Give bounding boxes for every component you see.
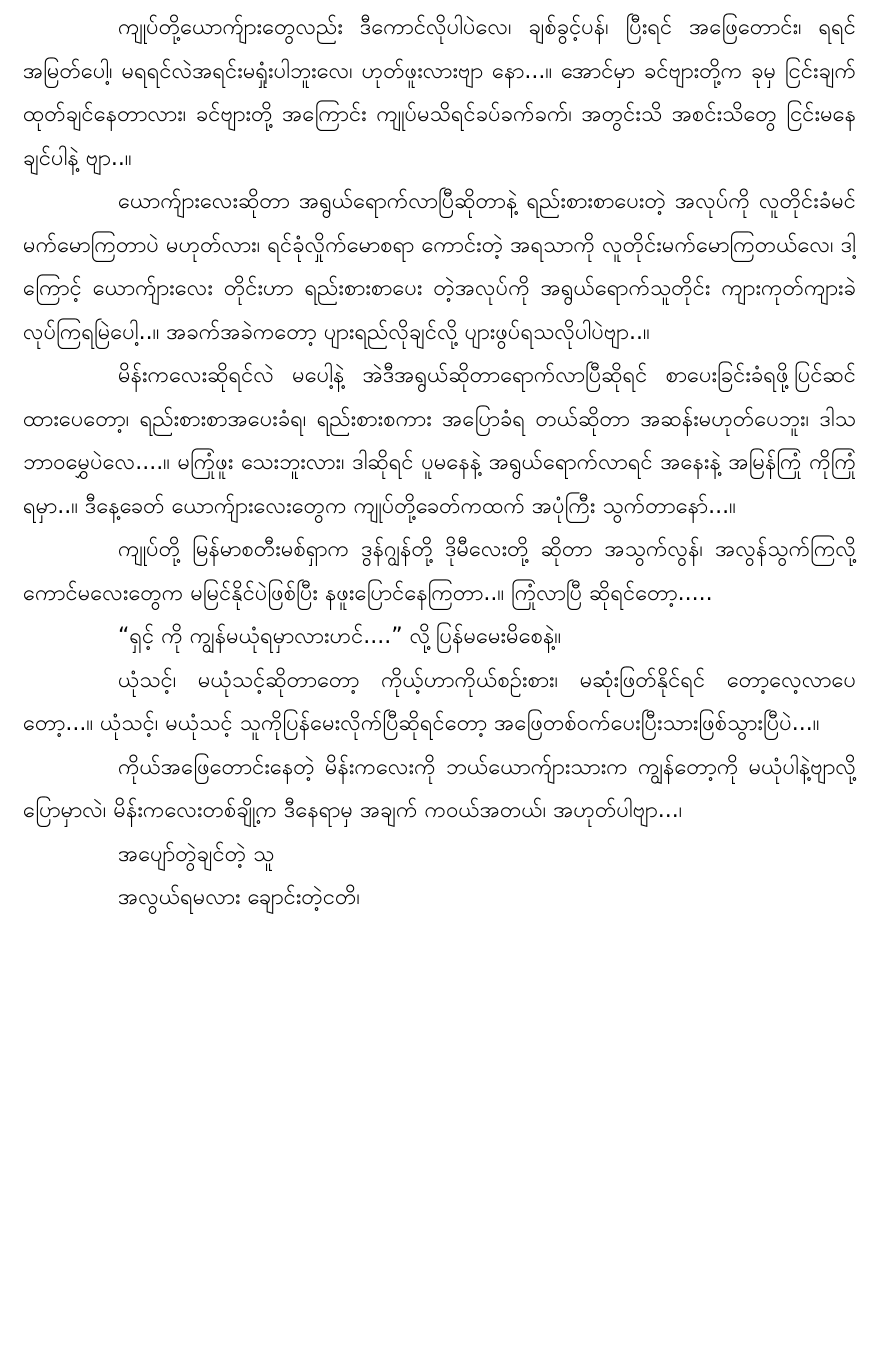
paragraph-5-quote: “ရှင့် ကို ကျွန်မယုံရမှာလားဟင်....” လို့ပြန်မမေးမိစေနဲ့။ <box>118 624 562 649</box>
paragraph-1: ကျုပ်တို့ယောက်ျားတွေလည်း ဒီကောင်လိုပါပဲလေ၊ ချစ်ခွင့်ပန်၊ ပြီးရင် အဖြေတောင်း၊ ရရင်အမြတ်ပေါ့၊ မရရင်လဲအရင်းမရှုံးပါဘူးလေ၊ ဟုတ်ဖူးလားဗျာ နော...။ အောင်မှာ ခင်ဗျားတို့က ခုမှ ငြင်းချက်ထုတ်ချင်နေတာလား၊ ခင်ဗျားတို့ အကြောင်း ကျုပ်မသိရင်ခပ်ခက်ခက်၊ အတွင်းသိ အစင်းသိတွေ ငြင်းမနေချင်ပါနဲ့ ဗျာ..။ <box>23 15 856 171</box>
paragraph-3: မိန်းကလေးဆိုရင်လဲ မပေါ့နဲ့ အဲဒီအရွယ်ဆိုတာရောက်လာပြီဆိုရင် စာပေးခြင်းခံရဖို့ပြင်ဆင်ထားပေတော့၊ ရည်းစားစာအပေးခံရ၊ ရည်းစားစကား အပြောခံရ တယ်ဆိုတာ အဆန်းမဟုတ်ပေဘူး၊ ဒါသဘာဝမွှေပဲလေ....။ မကြုံဖူး သေးဘူးလား၊ ဒါဆိုရင် ပူမနေနဲ့ အရွယ်ရောက်လာရင် အနေးနဲ့ အမြန်ကြုံ ကိုကြုံရမှာ..။ ဒီနေ့ခေတ် ယောက်ျားလေးတွေက ကျုပ်တို့ခေတ်ကထက် အပုံကြီး သွက်တာနော်...။ <box>23 363 856 519</box>
paragraph-8: အပျော်တွဲချင်တဲ့ သူ <box>118 841 275 867</box>
paragraph-9: အလွယ်ရမလား ချောင်းတဲ့ငတိ၊ <box>118 885 360 910</box>
paragraph-6: ယုံသင့်၊ မယုံသင့်ဆိုတာတော့ ကိုယ့်ဟာကိုယ်စဉ်းစား၊ မဆုံးဖြတ်နိုင်ရင် တော့လေ့လာပေတော့...။ ယုံသင့်၊ မယုံသင့် သူကိုပြန်မေးလိုက်ပြီဆိုရင်တော့ အဖြေတစ်ဝက်ပေးပြီးသားဖြစ်သွားပြီပဲ...။ <box>23 667 856 736</box>
paragraph-4: ကျုပ်တို့ မြန်မာစတီးမစ်ရှာက ဒွန်ဂျွန်တို့ ဒိုမီလေးတို့ ဆိုတာ အသွက်လွန်၊ အလွန်သွက်ကြလို့ ကောင်မလေးတွေက မမြင်နိုင်ပဲဖြစ်ပြီး နဖူးပြောင်နေကြတာ..။ ကြုံလာပြီ ဆိုရင်တော့..... <box>23 537 856 606</box>
paragraph-2: ယောက်ျားလေးဆိုတာ အရွယ်ရောက်လာပြီဆိုတာနဲ့ ရည်းစားစာပေးတဲ့ အလုပ်ကို လူတိုင်းခံမင်မက်မောကြတာပဲ မဟုတ်လား၊ ရင်ခုံလှိုက်မောစရာ ကောင်းတဲ့ အရသာကို လူတိုင်းမက်မောကြတယ်လေ၊ ဒါ့ကြောင့် ယောက်ျားလေး တိုင်းဟာ ရည်းစားစာပေး တဲ့အလုပ်ကို အရွယ်ရောက်သူတိုင်း ကျားကုတ်ကျားခဲ လုပ်ကြရမြဲပေါ့..။ အခက်အခဲကတော့ ပျားရည်လိုချင်လို့ ပျားဖွပ်ရသလိုပါပဲဗျာ..။ <box>23 189 856 345</box>
paragraph-7: ကိုယ်အဖြေတောင်းနေတဲ့ မိန်းကလေးကို ဘယ်ယောက်ျားသားက ကျွန်တော့ကို မယုံပါနဲ့ဗျာလို့ ပြောမှာလဲ၊ မိန်းကလေးတစ်ချို့က ဒီနေရာမှ အချက် ကဝယ်အတယ်၊ အဟုတ်ပါဗျာ...၊ <box>23 754 856 823</box>
